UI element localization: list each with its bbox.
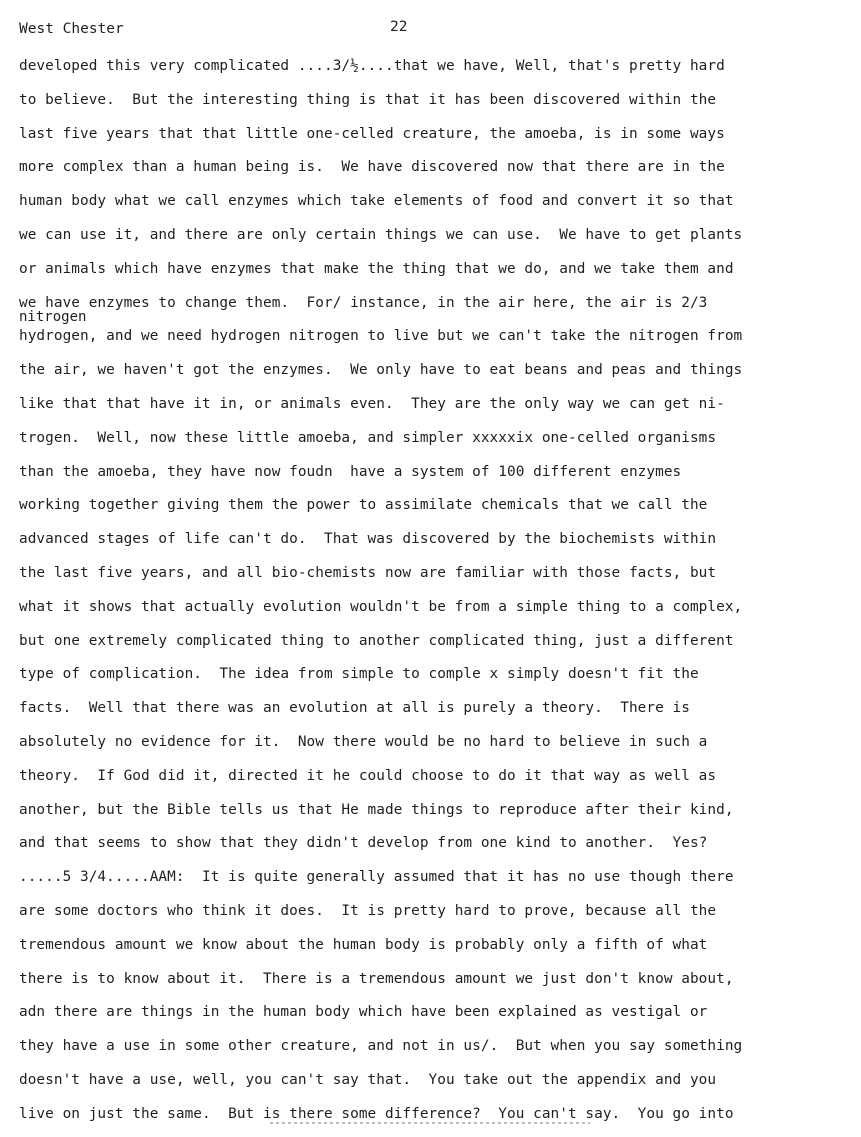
text-line: developed this very complicated ....3/½....that we have, Well, that's pretty hard (19, 58, 725, 74)
text-line: we can use it, and there are only certain things we can use. We have to get plants (19, 226, 743, 243)
text-line: to believe. But the interesting thing is that it has been discovered within the (19, 91, 717, 108)
text-line: trogen. Well, now these little amoeba, and simpler xxxxxix one-celled organisms (19, 429, 717, 446)
text-line: they have a use in some other creature, and not in us/. But when you say something (19, 1038, 743, 1055)
interlinear-correction: nitrogen (19, 309, 87, 325)
text-line: .....5 3/4.....AAM: It is quite generally assumed that it has no use though there (19, 869, 734, 886)
text-line: more complex than a human being is. We have discovered now that there are in the (19, 159, 725, 176)
text-line: adn there are things in the human body which have been explained as vestigal or (19, 1004, 708, 1021)
text-line: what it shows that actually evolution wouldn't be from a simple thing to a complex, (19, 598, 743, 615)
text-line: absolutely no evidence for it. Now there would be no hard to believe in such a (19, 733, 708, 750)
text-line: doesn't have a use, well, you can't say that. You take out the appendix and you (19, 1071, 717, 1088)
text-line: theory. If God did it, directed it he could choose to do it that way as well as (19, 767, 717, 784)
text-line: the last five years, and all bio-chemists now are familiar with those facts, but (19, 564, 717, 581)
text-line: hydrogen, and we need hydrogen nitrogen to live but we can't take the nitrogen from (19, 328, 743, 345)
text-line: we have enzymes to change them. For/ instance, in the air here, the air is 2/3 (19, 294, 708, 311)
text-line: like that that have it in, or animals even. They are the only way we can get ni- (19, 395, 725, 412)
text-line: last five years that that little one-celled creature, the amoeba, is in some ways (19, 125, 725, 142)
header-location: West Chester (19, 21, 124, 37)
text-line: human body what we call enzymes which take elements of food and convert it so that (19, 193, 734, 210)
text-line: than the amoeba, they have now foudn have a system of 100 different enzymes (19, 463, 682, 480)
text-line: are some doctors who think it does. It is pretty hard to prove, because all the (19, 902, 717, 919)
text-line: tremendous amount we know about the human body is probably only a fifth of what (19, 936, 708, 953)
text-line: advanced stages of life can't do. That was discovered by the biochemists within (19, 531, 717, 548)
text-line: facts. Well that there was an evolution at all is purely a theory. There is (19, 700, 690, 717)
text-line: the air, we haven't got the enzymes. We only have to eat beans and peas and things (19, 362, 743, 379)
text-line: type of complication. The idea from simple to comple x simply doesn't fit the (19, 666, 699, 683)
page-bottom-edge (270, 1122, 590, 1124)
text-line: and that seems to show that they didn't develop from one kind to another. Yes? (19, 835, 708, 852)
text-line: another, but the Bible tells us that He made things to reproduce after their kind, (19, 801, 734, 818)
text-line: there is to know about it. There is a tremendous amount we just don't know about, (19, 970, 734, 987)
text-line: working together giving them the power to assimilate chemicals that we call the (19, 497, 708, 514)
page-number: 22 (390, 19, 408, 35)
transcript-body (19, 55, 857, 1137)
text-line: or animals which have enzymes that make the thing that we do, and we take them and (19, 260, 734, 277)
text-line: but one extremely complicated thing to another complicated thing, just a different (19, 632, 734, 649)
text-line: live on just the same. But is there some difference? You can't say. You go into (19, 1105, 734, 1122)
